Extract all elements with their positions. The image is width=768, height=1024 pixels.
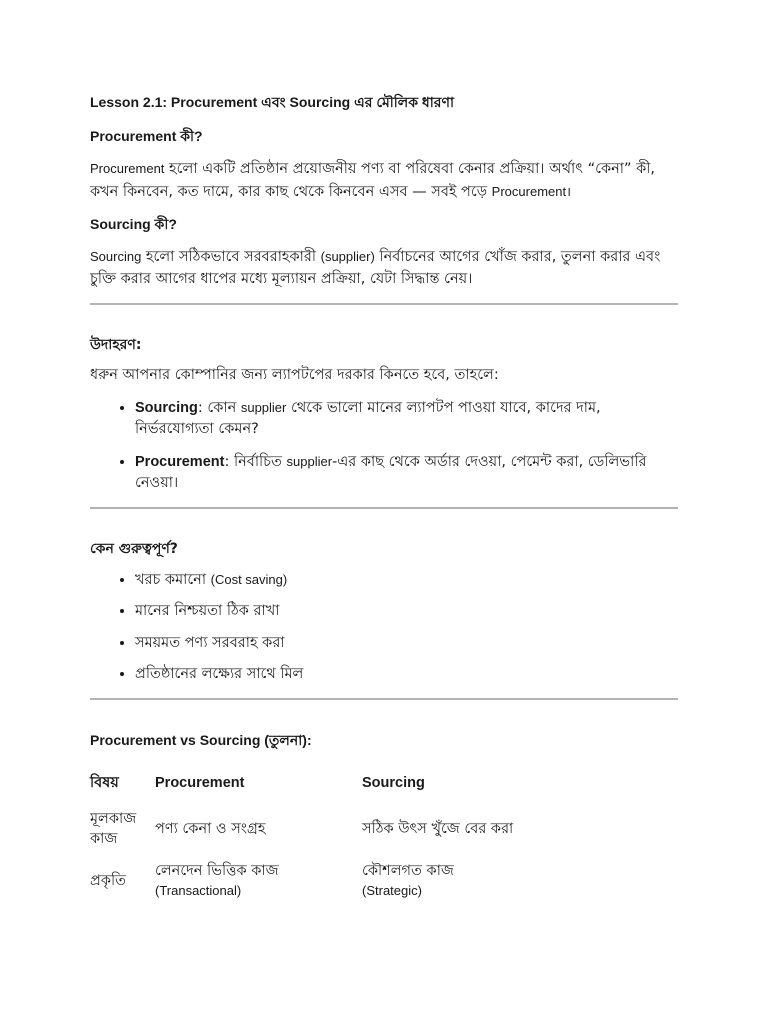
comparison-table xyxy=(90,763,680,907)
table-row xyxy=(90,803,680,855)
table-header-row xyxy=(90,763,680,803)
table-cell: কৌশলগত কাজ (Strategic) xyxy=(362,862,454,898)
section-divider xyxy=(90,507,678,509)
list-item: • সময়মত পণ্য সরবরাহ করা xyxy=(135,633,680,655)
table-header-cell: বিষয় xyxy=(90,774,119,791)
importance-list xyxy=(90,569,680,686)
sourcing-definition: Sourcing হলো সঠিকভাবে সরবরাহকারী (supplier) নির্বাচনের আগের খোঁজ করার, তুলনা করার এবং চুক্তি করার আগের ধাপের মধ্যে মূল্যায়ন প্রক্রিয়া, যেটা সিদ্ধান্ত নেয়। xyxy=(90,249,661,287)
section-divider xyxy=(90,698,678,700)
example-heading: উদাহরণ: xyxy=(90,337,142,353)
example-list xyxy=(90,397,680,495)
table-cell: লেনদেন ভিত্তিক কাজ (Transactional) xyxy=(155,862,279,898)
list-item: • Procurement: নির্বাচিত supplier-এর কাছ থেকে অর্ডার দেওয়া, পেমেন্ট করা, ডেলিভারি নেওয়া। xyxy=(135,451,680,495)
example-intro: ধরুন আপনার কোম্পানির জন্য ল্যাপটপের দরকার কিনতে হবে, তাহলে: xyxy=(90,367,499,383)
table-row xyxy=(90,855,680,907)
table-cell: পণ্য কেনা ও সংগ্রহ xyxy=(155,820,266,837)
table-header-cell: Procurement xyxy=(155,774,245,791)
lesson-title xyxy=(90,92,680,113)
list-item: • প্রতিষ্ঠানের লক্ষ্যের সাথে মিল xyxy=(135,664,680,686)
list-item: • মানের নিশ্চয়তা ঠিক রাখা xyxy=(135,601,680,623)
table-cell: মূলকাজ কাজ xyxy=(90,810,137,847)
table-cell: প্রকৃতি xyxy=(90,872,126,889)
table-cell: সঠিক উৎস খুঁজে বের করা xyxy=(362,820,514,837)
procurement-heading: Procurement কী? xyxy=(90,128,203,144)
table-header-cell: Sourcing xyxy=(362,774,425,791)
list-item: • খরচ কমানো (Cost saving) xyxy=(135,569,680,592)
lesson-content xyxy=(90,92,680,907)
section-divider xyxy=(90,303,678,305)
list-item: • Sourcing: কোন supplier থেকে ভালো মানের ল্যাপটপ পাওয়া যাবে, কাদের দাম, নির্ভরযোগ্যতা কেমন? xyxy=(135,397,680,441)
procurement-definition: Procurement হলো একটি প্রতিষ্ঠান প্রয়োজনীয় পণ্য বা পরিষেবা কেনার প্রক্রিয়া। অর্থাৎ “কেনা” কী, কখন কিনবেন, কত দামে, কার কাছ থেকে কিনবেন এসব — সবই পড়ে Procurement। xyxy=(90,161,656,200)
importance-heading: কেন গুরুত্বপূর্ণ? xyxy=(90,540,178,557)
lesson-title-text: Lesson 2.1: Procurement এবং Sourcing এর মৌলিক ধারণা xyxy=(90,94,455,110)
comparison-heading: Procurement vs Sourcing (তুলনা): xyxy=(90,731,312,748)
sourcing-heading: Sourcing কী? xyxy=(90,216,177,232)
